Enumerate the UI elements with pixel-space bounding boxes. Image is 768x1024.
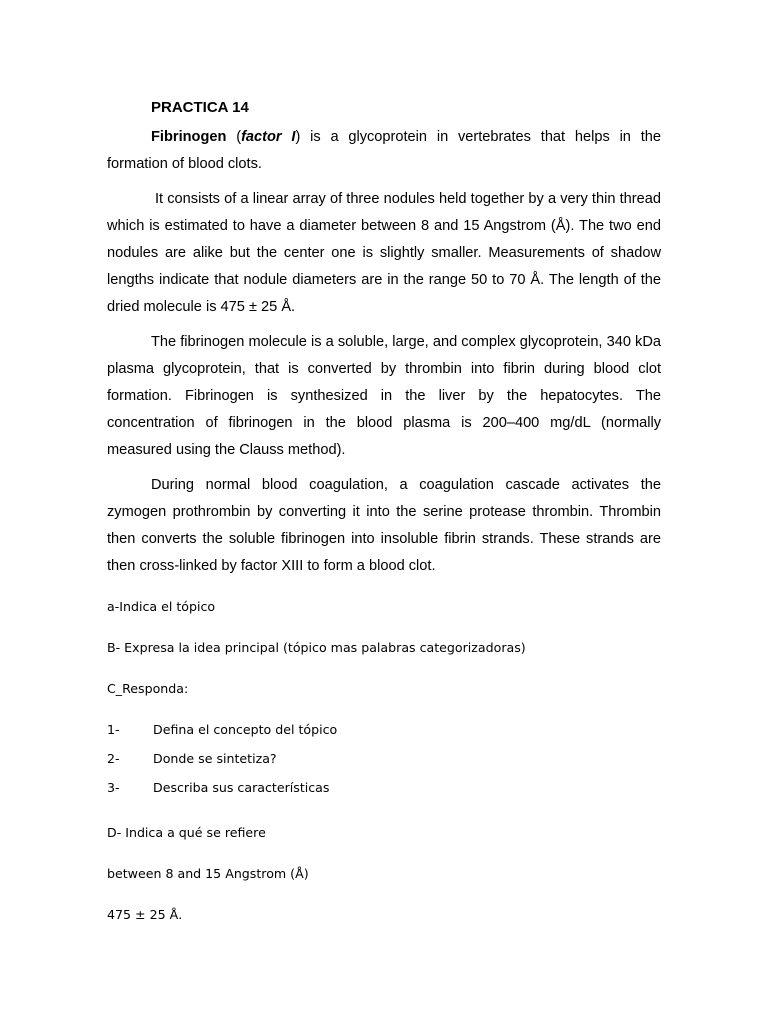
list-number: 2- [107, 751, 120, 766]
list-text: Donde se sintetiza? [153, 751, 277, 766]
list-item [107, 750, 661, 779]
question-d-item-2: 475 ± 25 Å. [107, 907, 183, 922]
close-paren: ) [295, 129, 301, 145]
question-c: C_Responda: [107, 681, 189, 696]
question-b: B- Expresa la idea principal (tópico mas palabras categorizadoras) [107, 640, 526, 655]
list-number: 3- [107, 780, 120, 795]
question-d-item-1: between 8 and 15 Angstrom (Å) [107, 866, 309, 881]
question-a: a-Indica el tópico [107, 599, 216, 614]
document-body [107, 96, 661, 924]
intro-rest: is a glycoprotein in vertebrates that helps in the formation of blood clots. [107, 129, 662, 172]
term-factor-i: factor I [241, 129, 296, 145]
list-number: 1- [107, 722, 120, 737]
paragraph-coagulation: During normal blood coagulation, a coagulation cascade activates the zymogen prothrombin by converting it into the serine protease thrombin. Thrombin then converts the soluble fibrinogen into insoluble fibrin strands. These strands are then cross-linked by factor XIII to form a blood clot. [107, 477, 661, 574]
paragraph-molecule: The fibrinogen molecule is a soluble, large, and complex glycoprotein, 340 kDa plasma glycoprotein, that is converted by thrombin into fibrin during blood clot formation. Fibrinogen is synthesized in the liver by the hepatocytes. The concentration of fibrinogen in the blood plasma is 200–400 mg/dL (normally measured using the Clauss method). [107, 334, 661, 458]
paragraph-intro [107, 124, 661, 178]
list-item [107, 721, 661, 750]
open-paren: ( [226, 129, 242, 145]
list-item [107, 779, 661, 808]
term-fibrinogen: Fibrinogen [151, 129, 227, 145]
question-c-list [107, 721, 661, 808]
list-text: Defina el concepto del tópico [153, 722, 338, 737]
paragraph-structure: It consists of a linear array of three nodules held together by a very thin thread which is estimated to have a diameter between 8 and 15 Angstrom (Å). The two end nodules are alike but the center one is slightly smaller. Measurements of shadow lengths indicate that nodule diameters are in the range 50 to 70 Å. The length of the dried molecule is 475 ± 25 Å. [107, 191, 661, 315]
question-d: D- Indica a qué se refiere [107, 825, 266, 840]
list-text: Describa sus características [153, 780, 330, 795]
page-title: PRACTICA 14 [151, 99, 249, 116]
